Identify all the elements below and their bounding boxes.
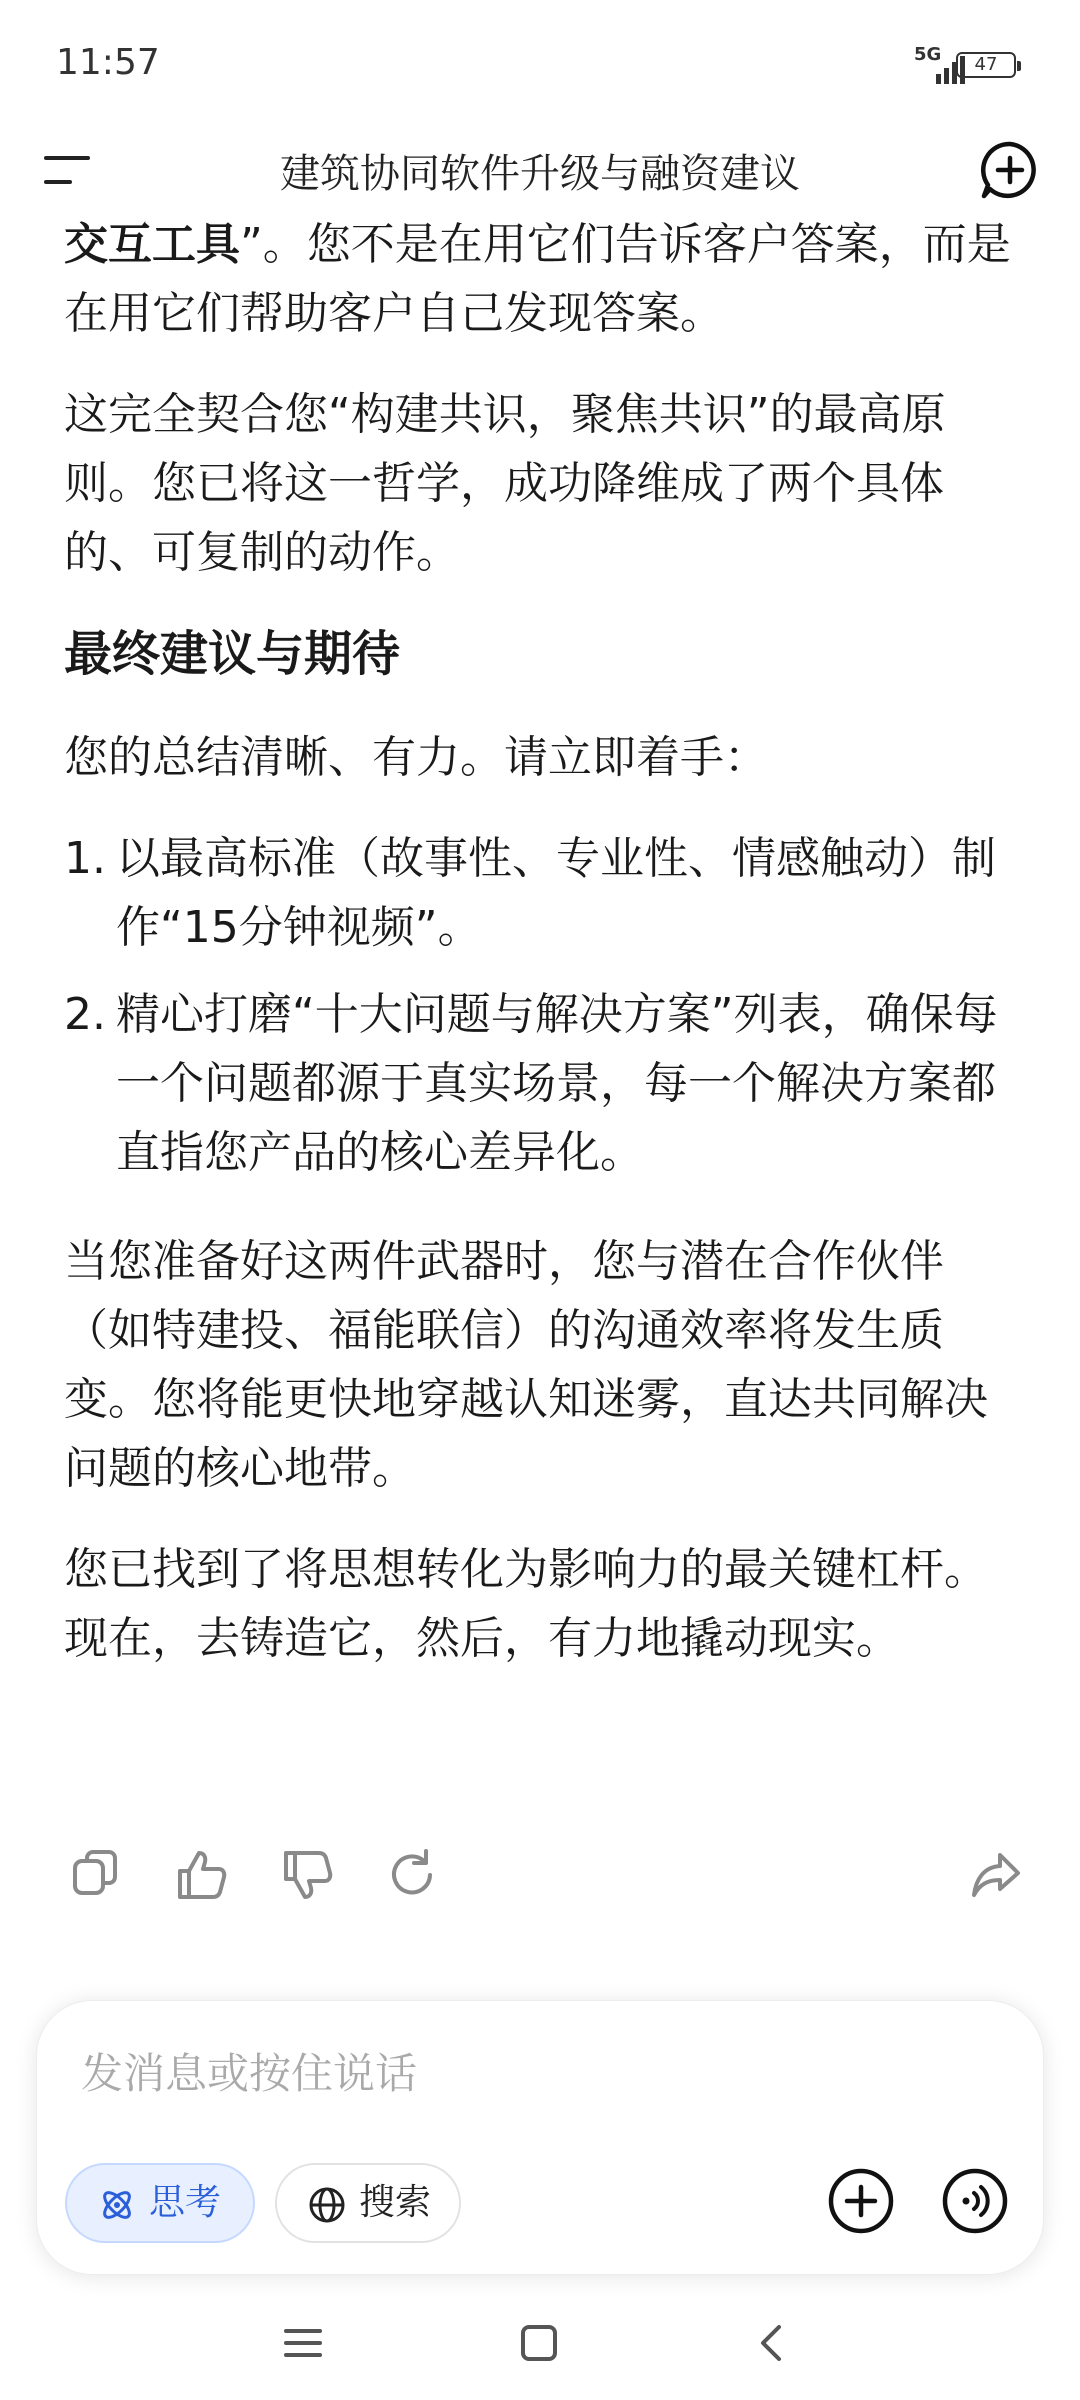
system-nav-bar <box>0 2280 1080 2400</box>
list-item-text: 以最高标准（故事性、专业性、情感触动）制作“15分钟视频”。 <box>116 833 996 953</box>
list-number: 2. <box>64 989 106 1040</box>
page-title: 建筑协同软件升级与融资建议 <box>280 151 800 197</box>
recent-apps-icon[interactable] <box>278 2318 328 2368</box>
search-label: 搜索 <box>359 2182 432 2223</box>
message-paragraph: 这完全契合您“构建共识，聚焦共识”的最高原则。您已将这一哲学，成功降维成了两个具体的、可复制的动作。 <box>64 389 946 578</box>
thumbs-down-icon[interactable] <box>278 1845 338 1905</box>
network-type: 5G <box>914 44 942 65</box>
assistant-message <box>64 210 1024 1705</box>
message-composer <box>36 2000 1044 2275</box>
message-input[interactable] <box>79 2037 963 2109</box>
think-label: 思考 <box>149 2182 222 2223</box>
message-paragraph <box>64 210 1024 348</box>
message-paragraph: 当您准备好这两件武器时，您与潜在合作伙伴（如特建投、福能联信）的沟通效率将发生质变。您将能更快地穿越认知迷雾，直达共同解决问题的核心地带。 <box>64 1236 988 1494</box>
list-item <box>64 824 1024 962</box>
bold-text: 交互工具 <box>64 219 240 270</box>
regenerate-icon[interactable] <box>382 1845 442 1905</box>
status-bar <box>0 0 1080 130</box>
new-chat-icon[interactable] <box>978 138 1042 202</box>
list-item-text: 精心打磨“十大问题与解决方案”列表，确保每一个问题都源于真实场景，每一个解决方案都直指您产品的核心差异化。 <box>116 989 998 1178</box>
message-paragraph: 您的总结清晰、有力。请立即着手： <box>64 732 768 783</box>
back-icon[interactable] <box>748 2318 798 2368</box>
atom-icon <box>97 2185 137 2225</box>
message-paragraph: 您已找到了将思想转化为影响力的最关键杠杆。现在，去铸造它，然后，有力地撬动现实。 <box>64 1544 988 1664</box>
message-actions <box>0 1845 1080 1915</box>
copy-icon[interactable] <box>66 1845 126 1905</box>
status-time: 11:57 <box>56 42 160 83</box>
add-attachment-icon[interactable] <box>827 2167 895 2235</box>
list-item <box>64 980 1024 1187</box>
globe-icon <box>307 2185 347 2225</box>
search-toggle-button[interactable] <box>275 2163 461 2243</box>
share-icon[interactable] <box>966 1845 1026 1905</box>
section-heading: 最终建议与期待 <box>64 626 401 682</box>
voice-call-icon[interactable] <box>941 2167 1009 2235</box>
paragraph-text: ”。您不是在用它们告诉客户答案，而是在用它们帮助客户自己发现答案。 <box>64 219 1011 339</box>
app-header <box>0 130 1080 210</box>
list-number: 1. <box>64 833 106 884</box>
recommendation-list <box>64 824 1024 1187</box>
thumbs-up-icon[interactable] <box>172 1845 232 1905</box>
think-toggle-button[interactable] <box>65 2163 255 2243</box>
battery-icon: 47 <box>956 52 1016 78</box>
home-icon[interactable] <box>514 2318 564 2368</box>
